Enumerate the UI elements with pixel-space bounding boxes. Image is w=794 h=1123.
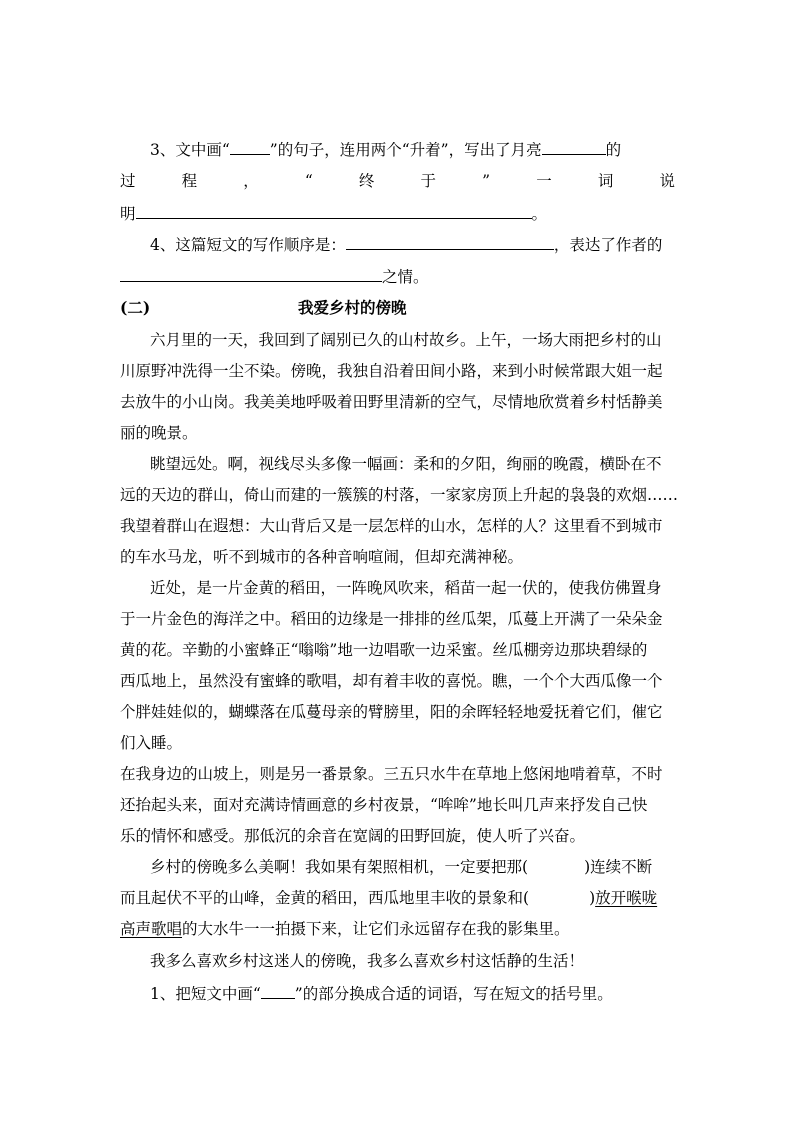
underlined-phrase: 放开喉咙 [595, 889, 658, 907]
p6-line: 我多么喜欢乡村这迷人的傍晚，我多么喜欢乡村这恬静的生活！ [150, 952, 585, 970]
p5-text: 的大水牛一一拍摄下来，让它们永远留存在我的影集里。 [182, 920, 570, 938]
q3-blank-answer [136, 203, 532, 219]
q3-blank-short [230, 139, 270, 155]
p4-line: 乐的情怀和感受。那低沉的余音在宽阔的田野回旋，使人听了兴奋。 [120, 827, 586, 845]
q3-period: 。 [531, 205, 548, 223]
q4-text-end: 之情。 [382, 268, 429, 286]
section-label: (二) [120, 298, 151, 317]
p1-line: 六月里的一天，我回到了阔别已久的山村故乡。上午，一场大雨把乡村的山 [150, 331, 662, 349]
p1-line: 丽的晚景。 [120, 424, 198, 442]
p2-line: 眺望远处。啊，视线尽头多像一幅画：柔和的夕阳，绚丽的晚霞，横卧在不 [150, 455, 662, 473]
q4-line1 [150, 234, 675, 255]
p5-text: 而且起伏不平的山峰，金黄的稻田，西瓜地里丰收的景象和( [120, 889, 530, 907]
q3-char: ， [243, 172, 259, 190]
q3-line3 [120, 203, 675, 224]
q3-char: 一 [536, 172, 552, 190]
q3-char: 终 [358, 172, 375, 190]
p4-line: 在我身边的山坡上，则是另一番景象。三五只水牛在草地上悠闲地啃着草，不时 [120, 765, 663, 783]
p2-line: 的车水马龙，听不到城市的各种音响喧闹，但却充满神秘。 [120, 548, 524, 566]
p5-text: )连续不断 [584, 858, 653, 876]
q4-text-b: ，表达了作者的 [553, 236, 663, 254]
q3-text-b: ”的句子，连用两个“升着”，写出了月亮 [269, 141, 542, 159]
q3-text-a: 3、文中画“ [150, 141, 230, 159]
p5-line2 [120, 888, 675, 908]
q3-blank-moon [542, 139, 606, 155]
p3-line: 西瓜地上，虽然没有蜜蜂的歌唱，却有着丰收的喜悦。瞧，一个个大西瓜像一个 [120, 672, 663, 690]
p1-line: 川原野冲洗得一尘不染。傍晚，我独自沿着田间小路，来到小时候常跟大姐一起 [120, 362, 663, 380]
q3-line2 [120, 171, 675, 191]
q1-text-b: ”的部分换成合适的词语，写在短文的括号里。 [294, 985, 613, 1003]
passage-title: 我爱乡村的傍晚 [298, 298, 407, 317]
p5-line3 [120, 919, 675, 939]
p1-line: 去放牛的小山岗。我美美地呼吸着田野里清新的空气，尽情地欣赏着乡村恬静美 [120, 393, 663, 411]
q4-blank-feeling [120, 266, 382, 282]
p4-line: 还抬起头来，面对充满诗情画意的乡村夜景，“哞哞”地长叫几声来抒发自己快 [120, 796, 648, 814]
p3-line: 个胖娃娃似的，蝴蝶落在瓜蔓母亲的臂膀里，阳的余晖轻轻地爱抚着它们，催它 [120, 703, 663, 721]
p2-line: 远的天边的群山，倚山而建的一簇簇的村落，一家家房顶上升起的袅袅的欢烟…… [120, 486, 679, 504]
q3-char: ” [482, 172, 491, 190]
q3-char: 程 [181, 172, 198, 190]
q3-char: 过 [120, 172, 136, 190]
q1-text-a: 1、把短文中画“ [150, 985, 261, 1003]
q3-text-c: 的 [605, 141, 622, 159]
p5-line1 [150, 857, 675, 877]
q4-blank-order [346, 234, 554, 250]
q3-char: 于 [420, 172, 437, 190]
section-heading [120, 298, 675, 318]
q4-line2 [120, 266, 675, 287]
q3-text-ming: 明 [120, 205, 136, 223]
q1-line [150, 983, 675, 1004]
q1-blank [261, 983, 295, 999]
p5-text: ) [589, 889, 596, 907]
p3-line: 近处，是一片金黄的稻田，一阵晚风吹来，稻苗一起一伏的，使我仿佛置身 [150, 579, 662, 597]
p2-line: 我望着群山在遐想：大山背后又是一层怎样的山水，怎样的人？这里看不到城市 [120, 517, 663, 535]
q3-line1 [150, 139, 675, 160]
q3-char: “ [304, 172, 313, 190]
p5-text: 乡村的傍晚多么美啊！我如果有架照相机，一定要把那( [150, 858, 529, 876]
q4-text-a: 4、这篇短文的写作顺序是： [150, 236, 346, 254]
p3-line: 黄的花。辛勤的小蜜蜂正“嗡嗡”地一边唱歌一边采蜜。丝瓜棚旁边那块碧绿的 [120, 641, 648, 659]
p3-line: 于一片金色的海洋之中。稻田的边缘是一排排的丝瓜架，瓜蔓上开满了一朵朵金 [120, 610, 663, 628]
p3-line: 们入睡。 [120, 734, 183, 752]
q3-char: 词 [597, 172, 614, 190]
underlined-phrase: 高声歌唱 [120, 920, 183, 938]
q3-char: 说 [659, 172, 675, 190]
